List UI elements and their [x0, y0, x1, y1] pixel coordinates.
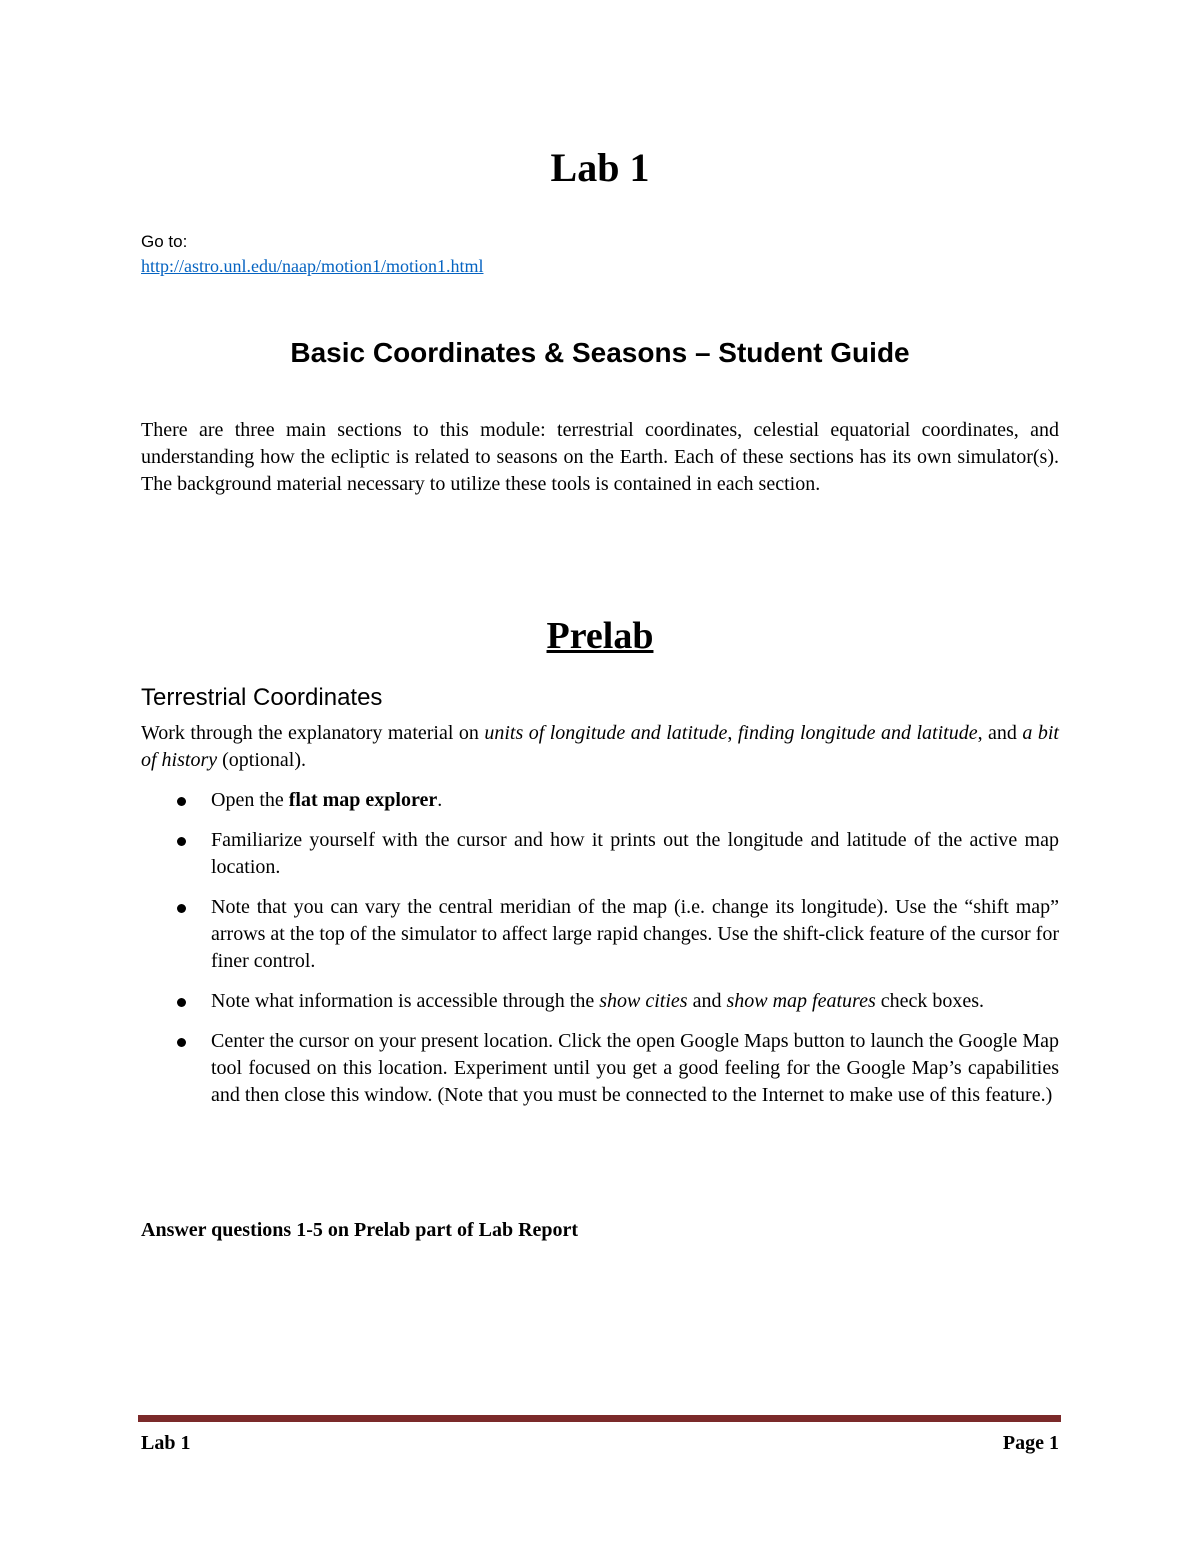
list-item: Note what information is accessible through the show cities and show map features check boxes. [141, 988, 1059, 1015]
bullet-icon [177, 1038, 186, 1047]
terrestrial-coordinates-heading: Terrestrial Coordinates [141, 684, 383, 711]
goto-label: Go to: [141, 232, 188, 251]
motion1-link[interactable]: http://astro.unl.edu/naap/motion1/motion1.html [141, 256, 484, 276]
answer-instruction: Answer questions 1-5 on Prelab part of Lab Report [141, 1219, 579, 1241]
terrestrial-intro-paragraph: Work through the explanatory material on units of longitude and latitude, finding longitude and latitude, and a bit of history (optional). [141, 722, 1059, 771]
finding-link-text: finding longitude and latitude [737, 722, 978, 744]
list-item: Center the cursor on your present location. Click the open Google Maps button to launch the Google Map tool focused on this location. Experiment until you get a good feeling for the Google Map’s capabilities and then close this window. (Note that you must be connected to the Internet to make use of this feature.) [141, 1028, 1059, 1109]
bullet-icon [177, 998, 186, 1007]
lab-title: Lab 1 [550, 145, 650, 190]
goto-block [141, 230, 1059, 279]
bullet-icon [177, 904, 186, 913]
list-item: Open the flat map explorer. [141, 787, 1059, 814]
flat-map-explorer-text: flat map explorer [288, 789, 438, 811]
list-item: Note that you can vary the central meridian of the map (i.e. change its longitude). Use the “shift map” arrows at the top of the simulator to affect large rapid changes. Use the shift-click feature of the cursor for finer control. [141, 894, 1059, 975]
footer-page-number: Page 1 [1002, 1432, 1059, 1454]
intro-paragraph: There are three main sections to this module: terrestrial coordinates, celestial equatorial coordinates, and understanding how the ecliptic is related to seasons on the Earth. Each of these sections has its own simulator(s). The background material necessary to utilize these tools is contained in each section. [141, 419, 1059, 495]
units-link-text: units of longitude and latitude [484, 722, 728, 744]
history-link-text: a bit of history [141, 722, 1059, 771]
guide-title: Basic Coordinates & Seasons – Student Guide [290, 337, 910, 368]
prelab-bullet-list [141, 787, 1059, 1122]
footer-rule [138, 1415, 1061, 1422]
bullet-icon [177, 837, 186, 846]
bullet-icon [177, 797, 186, 806]
list-item: Familiarize yourself with the cursor and how it prints out the longitude and latitude of the active map location. [141, 827, 1059, 881]
prelab-heading: Prelab [546, 615, 654, 657]
footer-lab-label: Lab 1 [141, 1432, 191, 1454]
